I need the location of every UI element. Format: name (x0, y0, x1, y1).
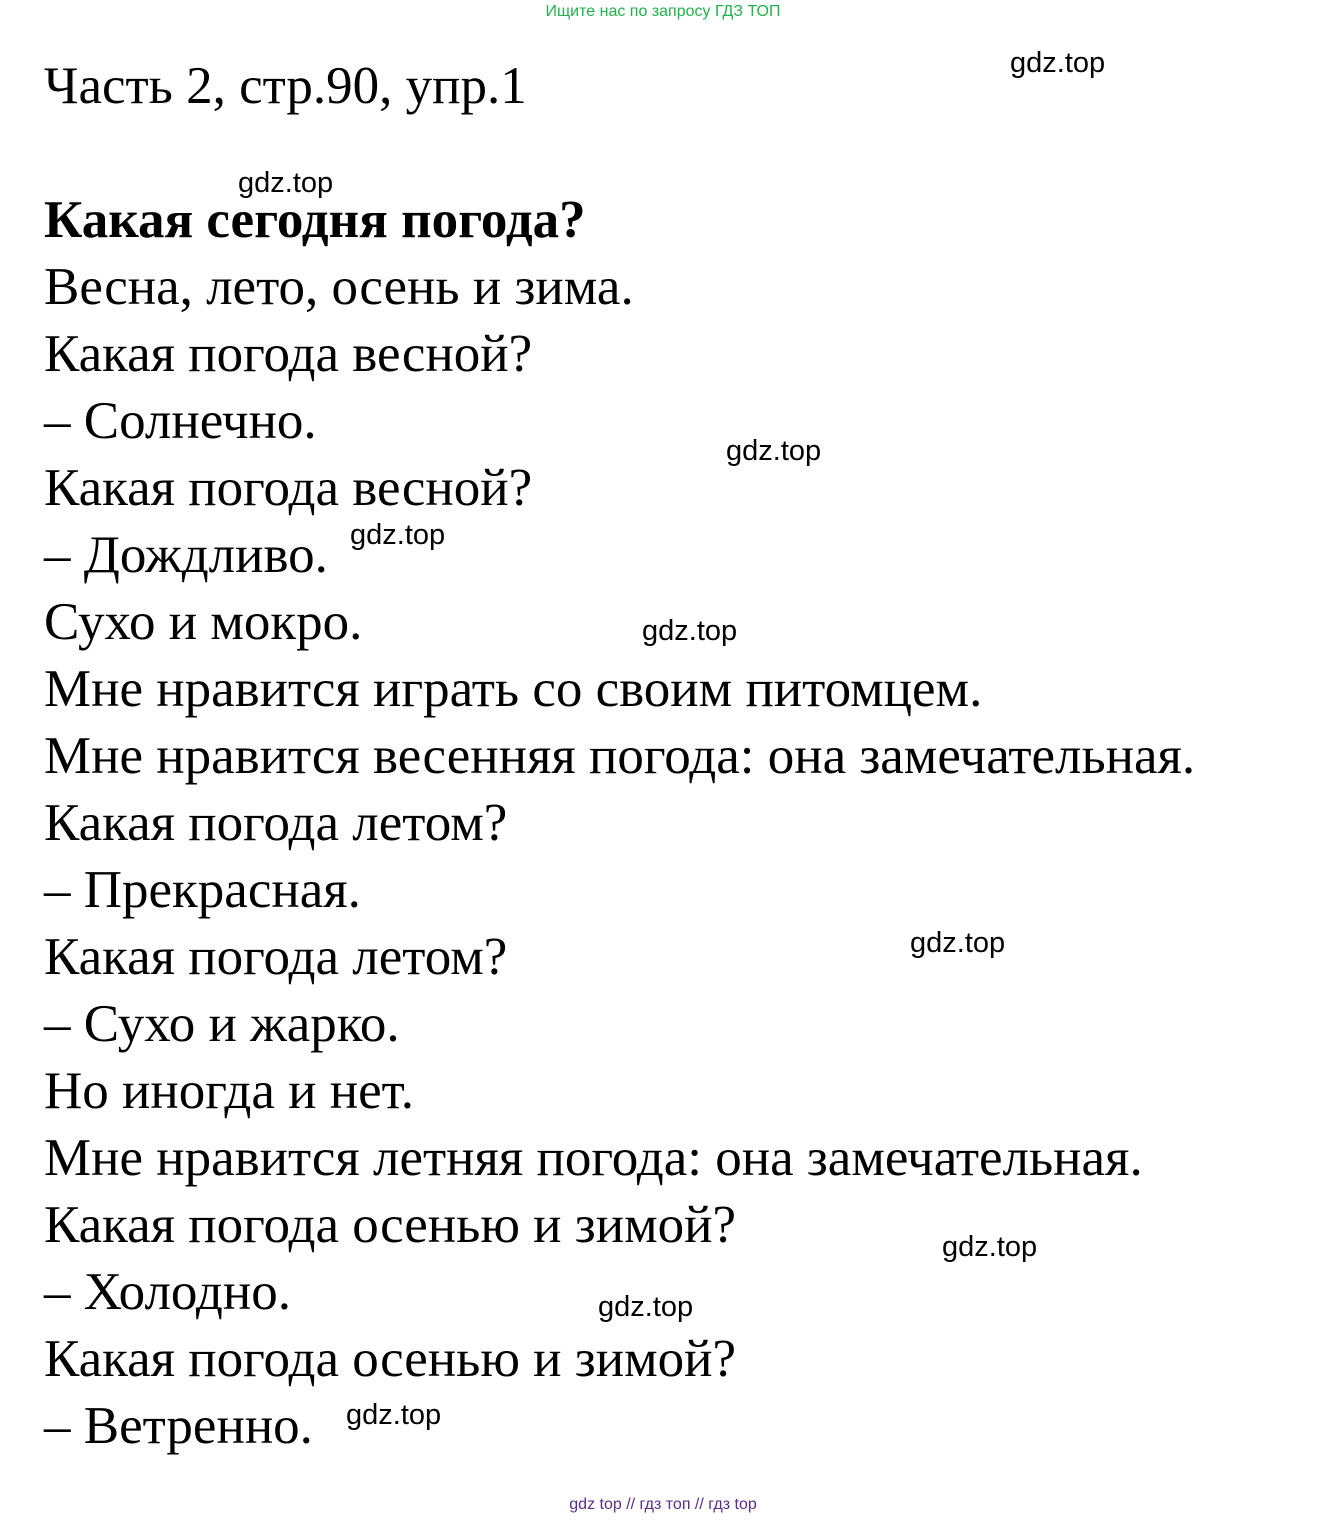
watermark: gdz.top (910, 927, 1006, 959)
poem-title: Какая сегодня погода? (44, 191, 586, 249)
page-header: Часть 2, стр.90, упр.1 (44, 57, 527, 115)
watermark: gdz.top (598, 1291, 694, 1323)
watermark: gdz.top (1010, 47, 1106, 79)
poem-line: Какая погода летом? (44, 928, 508, 986)
footer-links: gdz top // гдз топ // гдз top (569, 1496, 757, 1513)
watermark: gdz.top (942, 1231, 1038, 1263)
poem-body (44, 254, 1195, 1460)
poem-line: – Дождливо. (44, 526, 328, 584)
poem-line: Какая погода весной? (44, 325, 533, 383)
top-banner: Ищите нас по запросу ГДЗ ТОП (545, 3, 781, 20)
poem-line: – Солнечно. (44, 392, 317, 450)
poem-line: Мне нравится играть со своим питомцем. (44, 660, 983, 718)
poem-line: – Прекрасная. (44, 861, 361, 919)
poem-line: Какая погода весной? (44, 459, 533, 517)
poem-line: Какая погода осенью и зимой? (44, 1196, 737, 1254)
poem-line: Мне нравится весенняя погода: она замечательная. (44, 727, 1196, 785)
poem-line: Но иногда и нет. (44, 1062, 415, 1120)
poem-line: Весна, лето, осень и зима. (44, 258, 634, 316)
poem-line: Сухо и мокро. (44, 593, 363, 651)
watermark: gdz.top (238, 167, 334, 199)
poem-line: – Холодно. (44, 1263, 291, 1321)
poem-line: Какая погода летом? (44, 794, 508, 852)
poem-line: – Сухо и жарко. (44, 995, 400, 1053)
watermark: gdz.top (346, 1399, 442, 1431)
poem-line: Мне нравится летняя погода: она замечательная. (44, 1129, 1143, 1187)
watermark: gdz.top (642, 615, 738, 647)
poem-line: – Ветренно. (44, 1397, 313, 1455)
watermark: gdz.top (726, 435, 822, 467)
poem-line: Какая погода осенью и зимой? (44, 1330, 737, 1388)
watermark: gdz.top (350, 519, 446, 551)
